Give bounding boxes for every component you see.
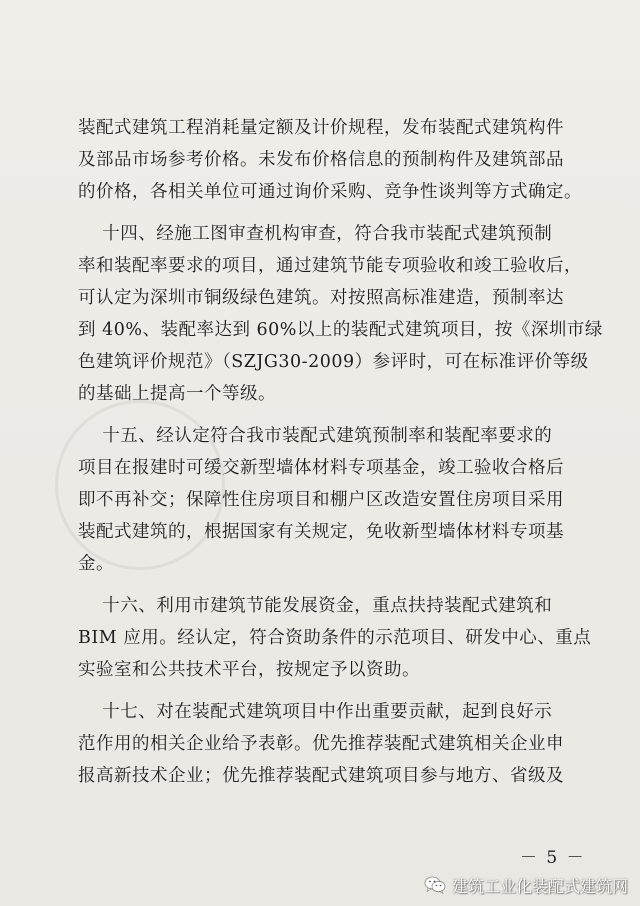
text-line: BIM 应用。经认定，符合资助条件的示范项目、研发中心、重点 <box>78 628 592 648</box>
paragraph-article-15 <box>78 420 578 580</box>
text-line: 装配式建筑的，根据国家有关规定，免收新型墙体材料专项基 <box>78 522 564 542</box>
text-line: 范作用的相关企业给予表彰。优先推荐装配式建筑相关企业申 <box>78 734 564 754</box>
text-line: 到 40%、装配率达到 60%以上的装配式建筑项目，按《深圳市绿 <box>78 320 603 340</box>
text-line: 十四、经施工图审查机构审查，符合我市装配式建筑预制 <box>78 224 553 244</box>
paragraph-article-17 <box>78 696 578 792</box>
text-line: 报高新技术企业；优先推荐装配式建筑项目参与地方、省级及 <box>78 766 564 786</box>
text-line: 的价格，各相关单位可通过询价采购、竞争性谈判等方式确定。 <box>78 182 582 202</box>
text-line: 项目在报建时可缓交新型墙体材料专项基金，竣工验收合格后 <box>78 458 564 478</box>
text-line: 色建筑评价规范》（SZJG30-2009）参评时，可在标准评价等级 <box>78 352 589 372</box>
text-line: 可认定为深圳市铜级绿色建筑。对按照高标准建造，预制率达 <box>78 288 564 308</box>
paragraph-article-16 <box>78 590 592 686</box>
watermark <box>424 872 628 898</box>
paragraph-pricing <box>78 112 582 208</box>
watermark-text: 建筑工业化装配式建筑网 <box>452 876 629 896</box>
text-line: 装配式建筑工程消耗量定额及计价规程，发布装配式建筑构件 <box>78 118 564 138</box>
text-line: 即不再补交；保障性住房项目和棚户区改造安置住房项目采用 <box>78 490 564 510</box>
text-line: 十六、利用市建筑节能发展资金，重点扶持装配式建筑和 <box>78 596 553 616</box>
wechat-icon <box>424 876 446 894</box>
text-line: 率和装配率要求的项目，通过建筑节能专项验收和竣工验收后， <box>78 256 582 276</box>
text-line: 十七、对在装配式建筑项目中作出重要贡献，起到良好示 <box>78 702 553 722</box>
document-body <box>78 112 603 792</box>
page-number: － 5 － <box>520 848 586 868</box>
text-line: 及部品市场参考价格。未发布价格信息的预制构件及建筑部品 <box>78 150 564 170</box>
paragraph-article-14 <box>78 218 603 410</box>
text-line: 金。 <box>78 554 114 574</box>
text-line: 的基础上提高一个等级。 <box>78 384 276 404</box>
text-line: 实验室和公共技术平台，按规定予以资助。 <box>78 660 420 680</box>
text-line: 十五、经认定符合我市装配式建筑预制率和装配率要求的 <box>78 426 553 446</box>
